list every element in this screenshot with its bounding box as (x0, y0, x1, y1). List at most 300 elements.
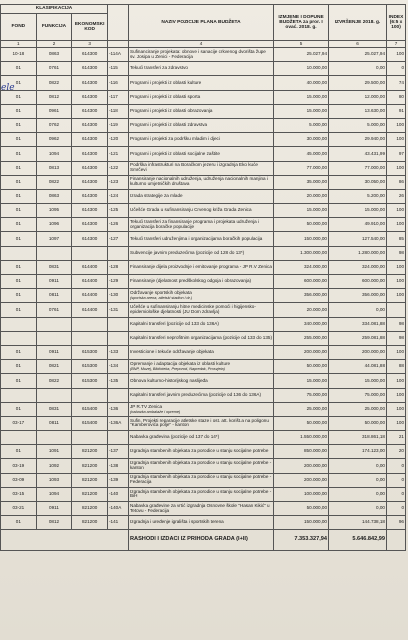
row-index: 91 (387, 104, 406, 118)
row-pozicija: -119 (108, 118, 129, 132)
table-row (1, 118, 406, 132)
row-izmjene: 15.000,00 (274, 104, 329, 118)
row-pozicija: -122 (108, 161, 129, 175)
row-index: 0 (387, 487, 406, 501)
column-index-row (1, 41, 406, 48)
row-ekonomski: 821200 (72, 516, 108, 530)
row-pozicija (108, 388, 129, 402)
row-ekonomski: 821200 (72, 502, 108, 516)
row-ekonomski (72, 317, 108, 331)
row-ekonomski (72, 331, 108, 345)
row-izmjene: 50.000,00 (274, 218, 329, 232)
row-izvrsenje: 0,00 (329, 459, 387, 473)
row-ekonomski: 614300 (72, 189, 108, 203)
row-izvrsenje: 318.861,18 (329, 431, 387, 445)
table-row (1, 48, 406, 62)
row-fond (1, 388, 37, 402)
row-fond: 03-17 (1, 416, 37, 430)
row-funkcija: 0821 (36, 360, 72, 374)
col-index: 2 (36, 41, 72, 48)
row-pozicija: -116 (108, 76, 129, 90)
table-row (1, 516, 406, 530)
row-ekonomski: 614300 (72, 204, 108, 218)
row-naziv: Sufin. Projekti reparacije atletske staze i ost. att. korišt.a na poligonu "Kamberovića polje" - kanton (129, 416, 274, 430)
row-pozicija: -115 (108, 62, 129, 76)
row-izmjene: 77.000,00 (274, 161, 329, 175)
table-row (1, 402, 406, 416)
row-index: 96 (387, 516, 406, 530)
row-izvrsenje: 127.540,00 (329, 232, 387, 246)
row-index: 98 (387, 331, 406, 345)
row-fond (1, 246, 37, 260)
table-row (1, 161, 406, 175)
row-funkcija: 0831 (36, 402, 72, 416)
row-naziv: Izgradnja stambenih objekata za porodice u stanju socijalne potrebe (129, 445, 274, 459)
header-izmjene: IZMJENE I DOPUNE BUDŽETA za pror. I ovać. 2018. g. (274, 5, 329, 41)
table-row (1, 104, 406, 118)
row-naziv: Finansiranje nacionalnih udruženja, udruženja nacionalnih manjina i kulturno umjetničkih društava (129, 175, 274, 189)
row-fond: 03-15 (1, 487, 37, 501)
row-fond: 10-18 (1, 48, 37, 62)
row-index: 100 (387, 275, 406, 289)
row-izmjene: 25.000,00 (274, 402, 329, 416)
row-ekonomski: 614300 (72, 76, 108, 90)
table-row (1, 374, 406, 388)
budget-table (0, 4, 406, 551)
row-ekonomski: 821200 (72, 445, 108, 459)
row-fond (1, 317, 37, 331)
row-naziv: Sufinanciranje projekata: obnove i sanacije crkvenog dvorišta župe sv. Josipa u Zenici - Federacija (129, 48, 274, 62)
row-index (387, 303, 406, 317)
table-row (1, 303, 406, 317)
header-ekonomski: EKONOMSKI KOD (72, 14, 108, 41)
row-izmjene: 25.027,94 (274, 48, 329, 62)
header-index: INDEX (6:5 x 100) (387, 5, 406, 41)
row-naziv: Programi i projekti iz oblasti zdravstva (129, 118, 274, 132)
table-row (1, 459, 406, 473)
row-funkcija: 1097 (36, 232, 72, 246)
row-funkcija: 0962 (36, 133, 72, 147)
table-row (1, 218, 406, 232)
row-izvrsenje: 356.000,00 (329, 289, 387, 303)
total-spacer (1, 530, 129, 551)
row-izmjene: 255.000,00 (274, 331, 329, 345)
table-row (1, 175, 406, 189)
row-funkcija: 1094 (36, 147, 72, 161)
row-naziv: Programi i projekti iz oblasti sporta (129, 90, 274, 104)
row-izmjene: 45.000,00 (274, 147, 329, 161)
row-naziv: Subvencije javnim preduzećima (pozicije od 128 do 13*) (129, 246, 274, 260)
row-index: 100 (387, 133, 406, 147)
row-izvrsenje: 12.000,00 (329, 90, 387, 104)
row-ekonomski: 614300 (72, 62, 108, 76)
row-pozicija: -114A (108, 48, 129, 62)
col-index: 3 (72, 41, 108, 48)
row-index: 98 (387, 246, 406, 260)
table-row (1, 416, 406, 430)
row-index: 100 (387, 416, 406, 430)
row-izvrsenje: 25.027,94 (329, 48, 387, 62)
row-naziv: JP R.TV Zenica (nabavka ambalaže i opreme) (129, 402, 274, 416)
row-funkcija: 0961 (36, 104, 72, 118)
row-fond: 01 (1, 402, 37, 416)
row-naziv: Izgradnja stambenih objekata za porodice u stanju socijalne potrebe - BiH (129, 487, 274, 501)
header-pozicija (108, 5, 129, 41)
row-funkcija: 0761 (36, 62, 72, 76)
row-fond: 03-09 (1, 473, 37, 487)
table-row (1, 246, 406, 260)
table-row (1, 360, 406, 374)
row-izmjene: 150.000,00 (274, 516, 329, 530)
row-ekonomski: 614300 (72, 218, 108, 232)
row-izmjene: 15.000,00 (274, 374, 329, 388)
row-index: 0 (387, 473, 406, 487)
row-izmjene: 30.000,00 (274, 133, 329, 147)
row-naziv: Izgradnja stambenih objekata za porodice u stanju socijalne potrebe - Federacija (129, 473, 274, 487)
row-pozicija (108, 431, 129, 445)
row-pozicija: -124 (108, 189, 129, 203)
row-izmjene: 75.000,00 (274, 388, 329, 402)
row-izvrsenje: 600.000,00 (329, 275, 387, 289)
table-row (1, 147, 406, 161)
table-row (1, 487, 406, 501)
row-naziv: Tekući transferi za finansiranje programa i projekata udruženja i organizacija boračke populacije (129, 218, 274, 232)
row-funkcija: 0822 (36, 175, 72, 189)
row-izvrsenje: 75.000,00 (329, 388, 387, 402)
row-izvrsenje: 200.000,00 (329, 345, 387, 359)
row-izvrsenje: 144.738,18 (329, 516, 387, 530)
row-ekonomski: 614300 (72, 232, 108, 246)
row-subnote: (nabavka ambalaže i opreme) (130, 409, 181, 414)
row-pozicija: -130 (108, 289, 129, 303)
row-naziv: Programi i projekti iz oblasti socijalne zaštite (129, 147, 274, 161)
row-index: 100 (387, 402, 406, 416)
row-izvrsenje: 29.500,00 (329, 76, 387, 90)
row-fond: 01 (1, 374, 37, 388)
row-naziv: Podrška infrastrukturi na Boračkom jezeru i izgradnja Eko kuće Smrčevi (129, 161, 274, 175)
col-index: 1 (1, 41, 37, 48)
col-index: 4 (129, 41, 274, 48)
row-ekonomski: 614300 (72, 48, 108, 62)
row-pozicija: -120 (108, 133, 129, 147)
row-index: 0 (387, 62, 406, 76)
row-index: 100 (387, 374, 406, 388)
row-index: 100 (387, 260, 406, 274)
table-row (1, 275, 406, 289)
col-index: 5 (274, 41, 329, 48)
row-funkcija: 0863 (36, 189, 72, 203)
row-izmjene: 1.300.000,00 (274, 246, 329, 260)
row-funkcija: 0812 (36, 90, 72, 104)
row-funkcija: 1094 (36, 487, 72, 501)
row-fond (1, 331, 37, 345)
table-row (1, 189, 406, 203)
row-izvrsenje: 50.000,00 (329, 416, 387, 430)
row-izmjene: 850.000,00 (274, 445, 329, 459)
row-pozicija: -140A (108, 502, 129, 516)
row-fond: 01 (1, 62, 37, 76)
row-pozicija (108, 331, 129, 345)
row-fond: 01 (1, 218, 37, 232)
table-row (1, 502, 406, 516)
row-fond: 01 (1, 345, 37, 359)
row-izvrsenje: 0,00 (329, 62, 387, 76)
row-pozicija: -141 (108, 516, 129, 530)
table-row (1, 90, 406, 104)
row-izvrsenje: 29.940,00 (329, 133, 387, 147)
row-izvrsenje: 0,00 (329, 502, 387, 516)
row-pozicija (108, 317, 129, 331)
row-naziv: Obnova kulturno-historijskog naslijeđa (129, 374, 274, 388)
row-izvrsenje: 43.431,99 (329, 147, 387, 161)
total-row (1, 530, 406, 551)
row-izvrsenje: 0,00 (329, 473, 387, 487)
row-fond: 01 (1, 118, 37, 132)
row-izmjene: 150.000,00 (274, 232, 329, 246)
row-index: 100 (387, 204, 406, 218)
row-izmjene: 200.000,00 (274, 345, 329, 359)
table-row (1, 431, 406, 445)
row-ekonomski: 821200 (72, 487, 108, 501)
row-naziv: Programi i projekti iz oblasti kulture (129, 76, 274, 90)
budget-rows (1, 48, 406, 530)
row-ekonomski: 614300 (72, 175, 108, 189)
row-pozicija: -133 (108, 345, 129, 359)
row-pozicija: -136 (108, 402, 129, 416)
row-izvrsenje: 1.280.000,00 (329, 246, 387, 260)
row-naziv: Opremanje i adaptacija objekata iz oblasti kulture (BNP, Muzej, Biblioteka, Preporod, Napredak, Prosvjeta) (129, 360, 274, 374)
row-izvrsenje: 30.050,00 (329, 175, 387, 189)
row-izmjene: 200.000,00 (274, 459, 329, 473)
table-row (1, 232, 406, 246)
row-izvrsenje: 77.000,00 (329, 161, 387, 175)
table-row (1, 76, 406, 90)
row-pozicija: -118 (108, 104, 129, 118)
row-funkcija: 0811 (36, 289, 72, 303)
row-naziv: Programi i projekti iz oblasti obrazovanja (129, 104, 274, 118)
row-naziv: Učešće Grada u sufinansiranju Crvenog križa Grada Zenica (129, 204, 274, 218)
row-naziv: Izrada strategije za mlade (129, 189, 274, 203)
total-izmjene: 7.353.327,94 (274, 530, 329, 551)
row-izmjene: 15.000,00 (274, 90, 329, 104)
row-funkcija: 1096 (36, 218, 72, 232)
row-izmjene: 5.000,00 (274, 118, 329, 132)
handwritten-margin-note: ele (1, 83, 15, 93)
row-ekonomski: 614400 (72, 275, 108, 289)
row-izvrsenje: 334.081,88 (329, 317, 387, 331)
row-index: 100 (387, 289, 406, 303)
row-izvrsenje: 0,00 (329, 487, 387, 501)
row-naziv: Kapitalni transferi neprofitnim organizacijama (pozicije od 133 do 135) (129, 331, 274, 345)
row-ekonomski: 615300 (72, 345, 108, 359)
row-izvrsenje: 15.000,00 (329, 204, 387, 218)
col-index: 7 (387, 41, 406, 48)
header-funkcija: FUNKCIJA (36, 14, 72, 41)
row-izmjene: 15.000,00 (274, 204, 329, 218)
row-subnote: (sportska arena, atletski stadion i dr.) (130, 296, 193, 301)
row-izmjene: 50.000,00 (274, 416, 329, 430)
row-naziv: Izgradnja stambenih objekata za porodice u stanju socijalne potrebe - kanton (129, 459, 274, 473)
row-index: 86 (387, 175, 406, 189)
row-funkcija (36, 246, 72, 260)
table-row (1, 133, 406, 147)
row-fond: 01 (1, 275, 37, 289)
row-fond: 01 (1, 104, 37, 118)
row-izvrsenje: 324.000,00 (329, 260, 387, 274)
row-funkcija (36, 431, 72, 445)
row-funkcija (36, 317, 72, 331)
row-fond (1, 431, 37, 445)
row-pozicija: -127 (108, 232, 129, 246)
row-ekonomski: 615400 (72, 416, 108, 430)
row-ekonomski: 614400 (72, 260, 108, 274)
row-index: 80 (387, 90, 406, 104)
row-naziv: Kapitalni transferi (pozicije od 133 do 136A) (129, 317, 274, 331)
row-fond: 01 (1, 147, 37, 161)
row-ekonomski: 614300 (72, 118, 108, 132)
row-funkcija: 0822 (36, 76, 72, 90)
row-fond: 01 (1, 189, 37, 203)
row-izmjene: 50.000,00 (274, 360, 329, 374)
table-row (1, 345, 406, 359)
row-fond: 01 (1, 445, 37, 459)
table-row (1, 317, 406, 331)
row-pozicija: -129 (108, 275, 129, 289)
row-izvrsenje: 259.081,88 (329, 331, 387, 345)
row-funkcija: 1095 (36, 204, 72, 218)
row-izvrsenje: 0,00 (329, 303, 387, 317)
row-funkcija: 0813 (36, 161, 72, 175)
row-pozicija: -117 (108, 90, 129, 104)
row-fond: 01 (1, 175, 37, 189)
row-funkcija: 0863 (36, 48, 72, 62)
row-naziv: Tekući transferi za zdravstvo (129, 62, 274, 76)
header-klasifikacija: KLASIFIKACIJA (1, 5, 108, 14)
row-naziv: Finansiranje dijela proizvodnje i emitovanje programa - JP R.V Zenica (129, 260, 274, 274)
row-index: 0 (387, 459, 406, 473)
row-izvrsenje: 5.000,00 (329, 118, 387, 132)
row-pozicija: -137 (108, 445, 129, 459)
row-naziv: Finansiranje (djelatnost predškolskog odgoja i obrazovanja) (129, 275, 274, 289)
row-ekonomski: 615300 (72, 374, 108, 388)
row-naziv: Izgradnja i uređenje igrališta i sportskih terena (129, 516, 274, 530)
row-index: 100 (387, 345, 406, 359)
row-funkcija (36, 388, 72, 402)
row-index: 21 (387, 431, 406, 445)
row-fond: 01 (1, 161, 37, 175)
row-pozicija: -136A (108, 416, 129, 430)
row-naziv: Tekući transferi udruženjima i organizacijama boračkih populacija (129, 232, 274, 246)
col-index (108, 41, 129, 48)
row-fond: 01 (1, 76, 37, 90)
row-index: 0 (387, 502, 406, 516)
row-pozicija: -135 (108, 374, 129, 388)
row-izmjene: 356.000,00 (274, 289, 329, 303)
row-naziv: Nabavka građevine za vrtić izgradnja Osnovne škole "Hasan Kikić" u Tetovu - Federacija (129, 502, 274, 516)
row-ekonomski: 821200 (72, 473, 108, 487)
row-pozicija (108, 246, 129, 260)
row-izmjene: 324.000,00 (274, 260, 329, 274)
row-izmjene: 340.000,00 (274, 317, 329, 331)
row-izvrsenje: 174.123,00 (329, 445, 387, 459)
row-index: 100 (387, 218, 406, 232)
row-pozicija: -131 (108, 303, 129, 317)
header-naziv: NAZIV POZICIJE PLANA BUDŽETA (129, 5, 274, 41)
row-izvrsenje: 49.910,00 (329, 218, 387, 232)
row-funkcija: 1093 (36, 473, 72, 487)
row-index: 100 (387, 48, 406, 62)
table-row (1, 62, 406, 76)
row-pozicija: -125 (108, 204, 129, 218)
table-row (1, 331, 406, 345)
table-row (1, 473, 406, 487)
row-funkcija: 0761 (36, 303, 72, 317)
row-ekonomski: 615400 (72, 402, 108, 416)
row-izmjene: 50.000,00 (274, 502, 329, 516)
row-fond: 03-19 (1, 459, 37, 473)
row-pozicija: -139 (108, 473, 129, 487)
row-pozicija: -128 (108, 260, 129, 274)
row-izmjene: 600.000,00 (274, 275, 329, 289)
row-naziv: Programi i projekti za podršku mladim i djeci (129, 133, 274, 147)
row-fond: 01 (1, 303, 37, 317)
total-label: RASHODI I IZDACI IZ PRIHODA GRADA (I+II) (129, 530, 274, 551)
row-fond: 01 (1, 232, 37, 246)
row-izvrsenje: 15.000,00 (329, 374, 387, 388)
row-ekonomski (72, 431, 108, 445)
row-naziv: Nabavka građevina (pozicije od 137 do 14*) (129, 431, 274, 445)
row-funkcija: 0911 (36, 345, 72, 359)
table-row (1, 289, 406, 303)
row-index: 85 (387, 232, 406, 246)
header-fond: FOND (1, 14, 37, 41)
row-ekonomski: 614300 (72, 161, 108, 175)
row-izmjene: 40.000,00 (274, 76, 329, 90)
row-subnote: (BNP, Muzej, Biblioteka, Preporod, Napredak, Prosvjeta) (130, 367, 225, 372)
table-row (1, 445, 406, 459)
row-funkcija: 1092 (36, 459, 72, 473)
row-index: 88 (387, 360, 406, 374)
row-izmjene: 10.000,00 (274, 62, 329, 76)
row-naziv: Održavanje sportskih objekata (sportska arena, atletski stadion i dr.) (129, 289, 274, 303)
row-index: 100 (387, 388, 406, 402)
row-izmjene: 20.000,00 (274, 303, 329, 317)
row-fond: 01 (1, 516, 37, 530)
row-naziv: Učešće u sufinansiranju hitne medicinske pomoći i higijensko-epidemiološke djelatnosti (JU Dom zdravlja) (129, 303, 274, 317)
row-index: 26 (387, 189, 406, 203)
row-index: 100 (387, 118, 406, 132)
row-izvrsenje: 44.081,88 (329, 360, 387, 374)
row-funkcija: 0911 (36, 502, 72, 516)
row-fond: 03-21 (1, 502, 37, 516)
row-izmjene: 1.550.000,00 (274, 431, 329, 445)
row-ekonomski: 614300 (72, 133, 108, 147)
row-pozicija: -138 (108, 459, 129, 473)
row-index: 98 (387, 317, 406, 331)
row-funkcija: 0762 (36, 118, 72, 132)
col-index: 6 (329, 41, 387, 48)
row-ekonomski (72, 246, 108, 260)
row-izmjene: 100.000,00 (274, 487, 329, 501)
row-naziv: Kapitalni transferi javnim preduzećima (pozicije od 136 do 136A) (129, 388, 274, 402)
row-izvrsenje: 13.630,00 (329, 104, 387, 118)
row-ekonomski: 614300 (72, 147, 108, 161)
row-index: 20 (387, 445, 406, 459)
row-ekonomski: 614400 (72, 303, 108, 317)
row-ekonomski: 821200 (72, 459, 108, 473)
row-izmjene: 20.000,00 (274, 189, 329, 203)
row-funkcija: 0831 (36, 260, 72, 274)
